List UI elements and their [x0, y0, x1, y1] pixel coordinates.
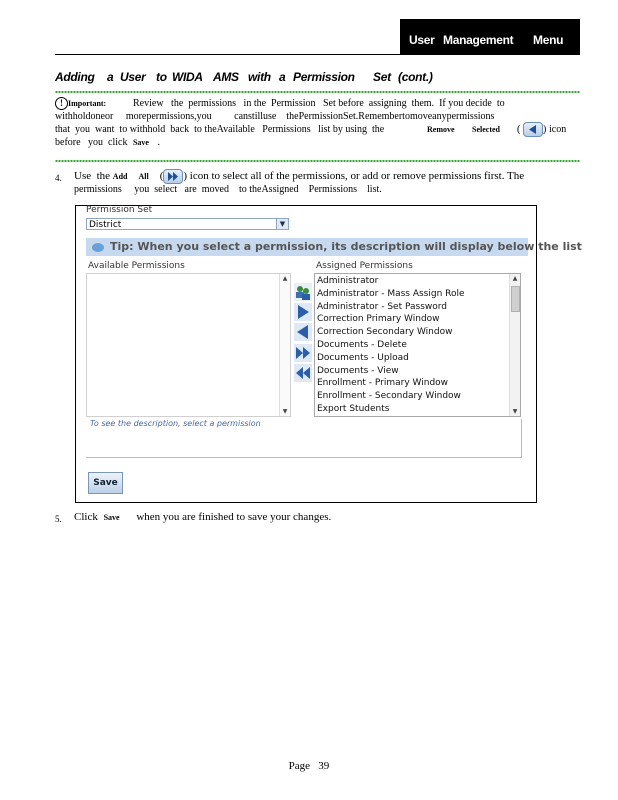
scroll-down-icon[interactable]: ▼ [512, 408, 518, 415]
remove-word: Remove [427, 125, 455, 134]
arrow-right-icon [294, 303, 312, 321]
list-item[interactable]: Correction Secondary Window [317, 327, 453, 338]
scroll-up-icon[interactable]: ▲ [282, 275, 288, 282]
add-selected-button[interactable] [294, 303, 312, 321]
important-line-1: Review the permissions in the Permission Set before assigning them. If you decide to [133, 98, 505, 109]
list-item[interactable]: Export Students [317, 404, 390, 414]
list-item[interactable]: Administrator - Mass Assign Role [317, 288, 465, 299]
page-number: Page 39 [288, 760, 330, 772]
dotted-divider-bottom [55, 159, 580, 163]
scroll-up-icon[interactable]: ▲ [512, 275, 518, 282]
remove-all-button[interactable] [294, 364, 312, 382]
permission-set-value: District [89, 220, 122, 230]
step-5-text: when you are finished to save your changes. [136, 511, 332, 523]
step-5-line [74, 510, 331, 525]
selected-word: Selected [472, 125, 500, 134]
list-item[interactable]: Correction Primary Window [317, 314, 440, 325]
list-item[interactable]: Administrator - Set Password [317, 301, 447, 312]
important-label: Important: [68, 99, 107, 108]
subtitle-word: Adding [55, 70, 95, 84]
important-line-3: that you want to withhold back to theAvailable Permissions list by using the [55, 124, 385, 135]
assigned-scrollbar[interactable] [509, 274, 520, 416]
subtitle-word: Set [373, 70, 391, 84]
step-5-number: 5. [55, 514, 62, 524]
dotted-divider-top [55, 90, 580, 94]
double-arrow-right-icon [294, 344, 312, 362]
list-item[interactable]: Administrator [317, 276, 379, 286]
scroll-down-icon[interactable]: ▼ [282, 408, 288, 415]
available-scrollbar[interactable] [279, 274, 290, 416]
available-permissions-label: Available Permissions [88, 261, 185, 271]
subtitle-word: Permission [293, 70, 355, 84]
scrollbar-thumb[interactable] [511, 286, 520, 312]
add-all-icon [163, 169, 183, 184]
list-item[interactable]: Documents - Delete [317, 340, 407, 350]
list-item[interactable]: Enrollment - Primary Window [317, 378, 449, 389]
header-user: User [409, 33, 435, 47]
icon-paren-open: ( [517, 124, 521, 135]
double-arrow-left-icon [294, 364, 312, 382]
permission-set-select[interactable] [86, 218, 289, 230]
list-item[interactable]: Enrollment - Secondary Window [317, 391, 461, 402]
list-item[interactable]: Documents - View [317, 365, 399, 376]
subtitle-word: a [107, 70, 114, 84]
icon-paren-close: ) [543, 124, 547, 135]
remove-selected-icon [523, 122, 543, 137]
subtitle-word: AMS [213, 70, 239, 84]
important-line-4: before you click [55, 137, 128, 148]
subtitle-word: User [120, 70, 146, 84]
subtitle-word: to [156, 70, 167, 84]
tip-banner [86, 238, 582, 256]
assigned-permissions-list[interactable] [314, 273, 521, 417]
available-permissions-list[interactable] [86, 273, 291, 417]
speech-bubble-icon [92, 243, 104, 252]
assigned-permissions-label: Assigned Permissions [316, 261, 413, 271]
period: . [157, 137, 160, 148]
add-all-arrows-button[interactable] [294, 344, 312, 362]
save-button[interactable]: Save [88, 472, 123, 494]
header-management: Management [443, 33, 514, 47]
header-bar [400, 19, 580, 55]
subtitle-word: a [279, 70, 286, 84]
permission-set-label: Permission Set [86, 205, 153, 215]
permissions-screenshot [75, 205, 582, 503]
chevron-down-icon[interactable]: ▼ [276, 219, 288, 229]
subtitle-word: with [248, 70, 271, 84]
subtitle-word: WIDA [172, 70, 203, 84]
arrow-left-icon [294, 323, 312, 341]
important-note [55, 97, 580, 149]
step-5-save-word: Save [103, 513, 120, 522]
important-line-2: withholdoneor morepermissions,you canstilluse thePermissionSet.Remembertomoveanypermissions [55, 111, 495, 122]
add-word: Add [112, 172, 128, 182]
save-word: Save [132, 138, 149, 147]
list-item[interactable]: Documents - Upload [317, 352, 409, 363]
people-group-icon [294, 283, 312, 301]
header-rule [55, 54, 580, 55]
subtitle-word: (cont.) [398, 70, 433, 84]
remove-selected-button[interactable] [294, 323, 312, 341]
important-icon: ! [55, 97, 68, 110]
step-4-use-the: Use the [74, 170, 111, 183]
step-5-click: Click [74, 511, 98, 523]
icon-word: icon [549, 124, 567, 135]
step-4-text-1: ) icon to select all of the permissions, or add or remove permissions first. The [183, 170, 525, 183]
step-4-number: 4. [55, 173, 62, 183]
header-menu: Menu [533, 33, 564, 47]
tip-text: Tip: When you select a permission, its description will display below the list [110, 240, 582, 253]
step-4-line-2: permissions you select are moved to theAssigned Permissions list. [74, 184, 382, 195]
step-4-line-1 [74, 169, 524, 184]
all-word: All [138, 172, 149, 182]
add-all-button[interactable] [294, 283, 312, 301]
step-4-paren: ( [159, 170, 164, 183]
description-hint: To see the description, select a permission [90, 419, 261, 428]
